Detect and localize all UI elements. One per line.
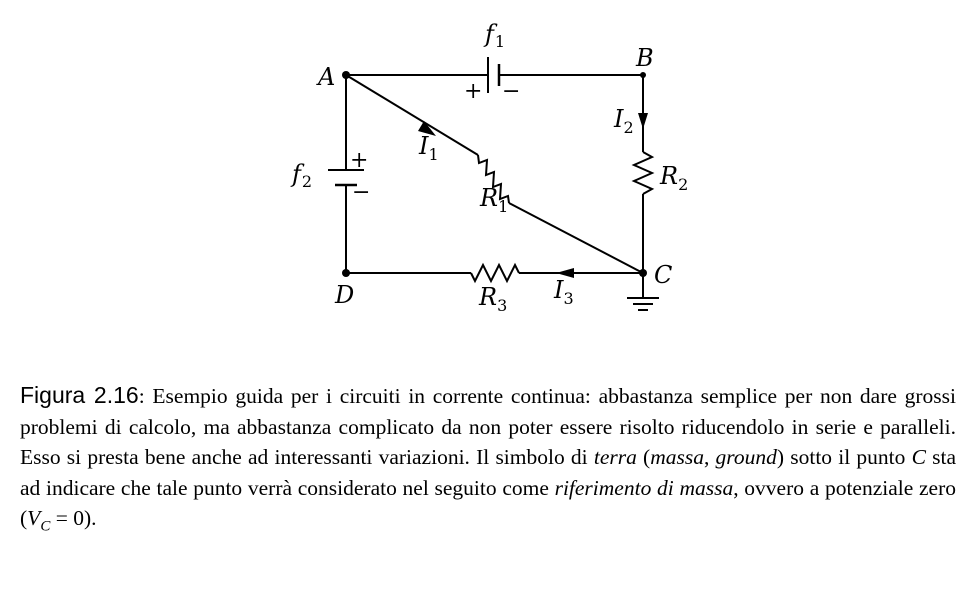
caption-point-c: C (911, 445, 926, 469)
caption-equals-zero: = 0 (50, 506, 84, 530)
node-b-dot (640, 72, 646, 78)
wire-a-r1 (346, 75, 478, 155)
caption-text-1: Esempio guida per i circuiti in corrente continua: abbastanza semplice per non dare grossi problemi di calcolo, ma abbastanza complicato da non poter essere risolto riducendolo in serie e paralleli. Esso si presta bene anche ad interessanti variazioni. Il simbolo di (20, 384, 956, 469)
ground-symbol (627, 298, 659, 310)
caption-term-terra: terra (593, 445, 637, 469)
caption-term-ground: ground (715, 445, 777, 469)
node-c-dot (639, 269, 647, 277)
caption-colon: : (138, 384, 145, 408)
node-a-label: A (318, 63, 336, 91)
current-i2-label: I2 (614, 105, 634, 137)
resistor-r2-label: R2 (660, 162, 689, 194)
caption-vc-subscript: C (40, 518, 51, 535)
resistor-r3-zigzag (471, 265, 519, 281)
node-a-dot (342, 71, 350, 79)
caption-text-5: sta ad indicare che tale punto verrà considerato nel seguito come (20, 445, 956, 500)
node-b-label: B (636, 44, 654, 72)
caption-text-3: , (703, 445, 716, 469)
caption-text-4: ) sotto il punto (776, 445, 912, 469)
resistor-r1-label: R1 (480, 184, 509, 216)
wire-r1-c (509, 203, 643, 273)
current-i1-label: I1 (419, 132, 439, 164)
caption-term-massa: massa (650, 445, 704, 469)
battery-f2-minus: − (352, 180, 371, 205)
caption-text-6: , ovvero a potenziale zero ( (20, 475, 956, 530)
caption-vc-symbol: V (27, 506, 41, 530)
node-d-dot (342, 269, 350, 277)
figure-caption (20, 380, 956, 542)
resistor-r2-zigzag (634, 152, 652, 194)
battery-f1-minus: − (502, 79, 521, 104)
resistor-r3-label: R3 (479, 283, 508, 315)
caption-text-2: ( (636, 445, 651, 469)
caption-text-7: ). (83, 506, 97, 530)
generator-f2-label: f2 (292, 160, 313, 191)
current-i3-label: I3 (554, 276, 574, 308)
node-d-label: D (335, 281, 355, 309)
battery-f1-plus: + (464, 79, 483, 104)
node-c-label: C (654, 261, 673, 289)
generator-f1-label: f1 (485, 20, 506, 51)
battery-f2-plus: + (350, 148, 369, 173)
caption-term-riferimento: riferimento di massa (554, 475, 734, 500)
current-i2-arrow (638, 113, 648, 129)
figure-number: Figura 2.16 (20, 382, 139, 408)
